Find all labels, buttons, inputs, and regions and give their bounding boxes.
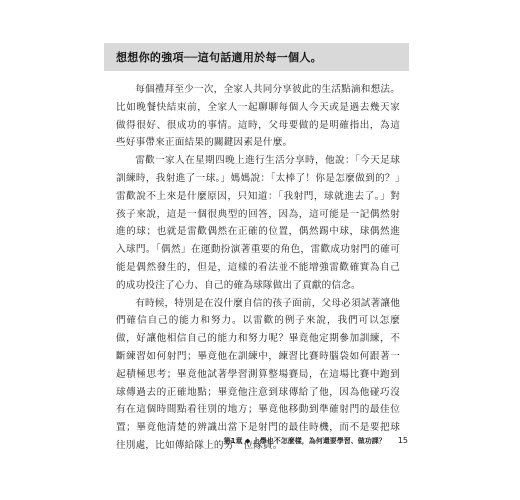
callout-heading: 想想你的強項──這句話適用於每一個人。: [116, 51, 322, 64]
page-number: 15: [397, 436, 408, 445]
paragraph-2: 雷歡一家人在星期四晚上進行生活分享時，他說：「今天足球訓練時，我射進了一球。」媽媽說：「太棒了！你是怎麼做到的？」雷歡說不上來是什麼原因，只知道：「我射門，球就進去了。」對孩子來說，這是一個很典型的回答，因為，這可能是一記偶然射進的球；也就是雷歡偶然在正確的位置，偶然踢中球，球偶然進入球門。「偶然」在運動扮演著重要的角色，雷歡成功射門的確可能是偶然發生的，但是，這樣的看法並不能增強雷歡確實為自己的成功投注了心力、自己的確為球隊做出了貢獻的信念。: [116, 155, 400, 291]
chapter-running-head: 第1章 ◆ 上學也不怎麼樣，為何還要學習、做功課？: [223, 437, 386, 445]
paragraph-1: 每個禮拜至少一次，全家人共同分享彼此的生活點滴和想法。比如晚餐快結束前，全家人一起聊聊每個人今天或是過去幾天家做得很好、很成功的事情。這時，父母要做的是明確指出，為這些好事帶來正面結果的關鍵因素是什麼。: [116, 84, 400, 149]
paragraph-3: 有時候，特別是在沒什麼自信的孩子面前，父母必須試著讓他們確信自己的能力和努力。以雷歡的例子來說，我們可以怎麼做，好讓他相信自己的能力和努力呢？畢竟他定期參加訓練，不斷練習如何射門；畢竟他在訓練中，練習比賽時腦袋如何跟著一起積極思考；畢竟他試著學習測算整場賽局，在這場比賽中跑到球傳過去的正確地點；畢竟他注意到球傳給了他，因為他碰巧沒有在這個時間點看往別的地方；畢竟他移動到準確射門的最佳位置；畢竟他清楚的辨識出當下是射門的最佳時機，而不是要把球往別處，比如傳給隊上的另一位隊員。: [116, 297, 400, 451]
body-text: [116, 81, 400, 455]
callout-box: [104, 43, 409, 71]
page-footer: [224, 436, 408, 446]
